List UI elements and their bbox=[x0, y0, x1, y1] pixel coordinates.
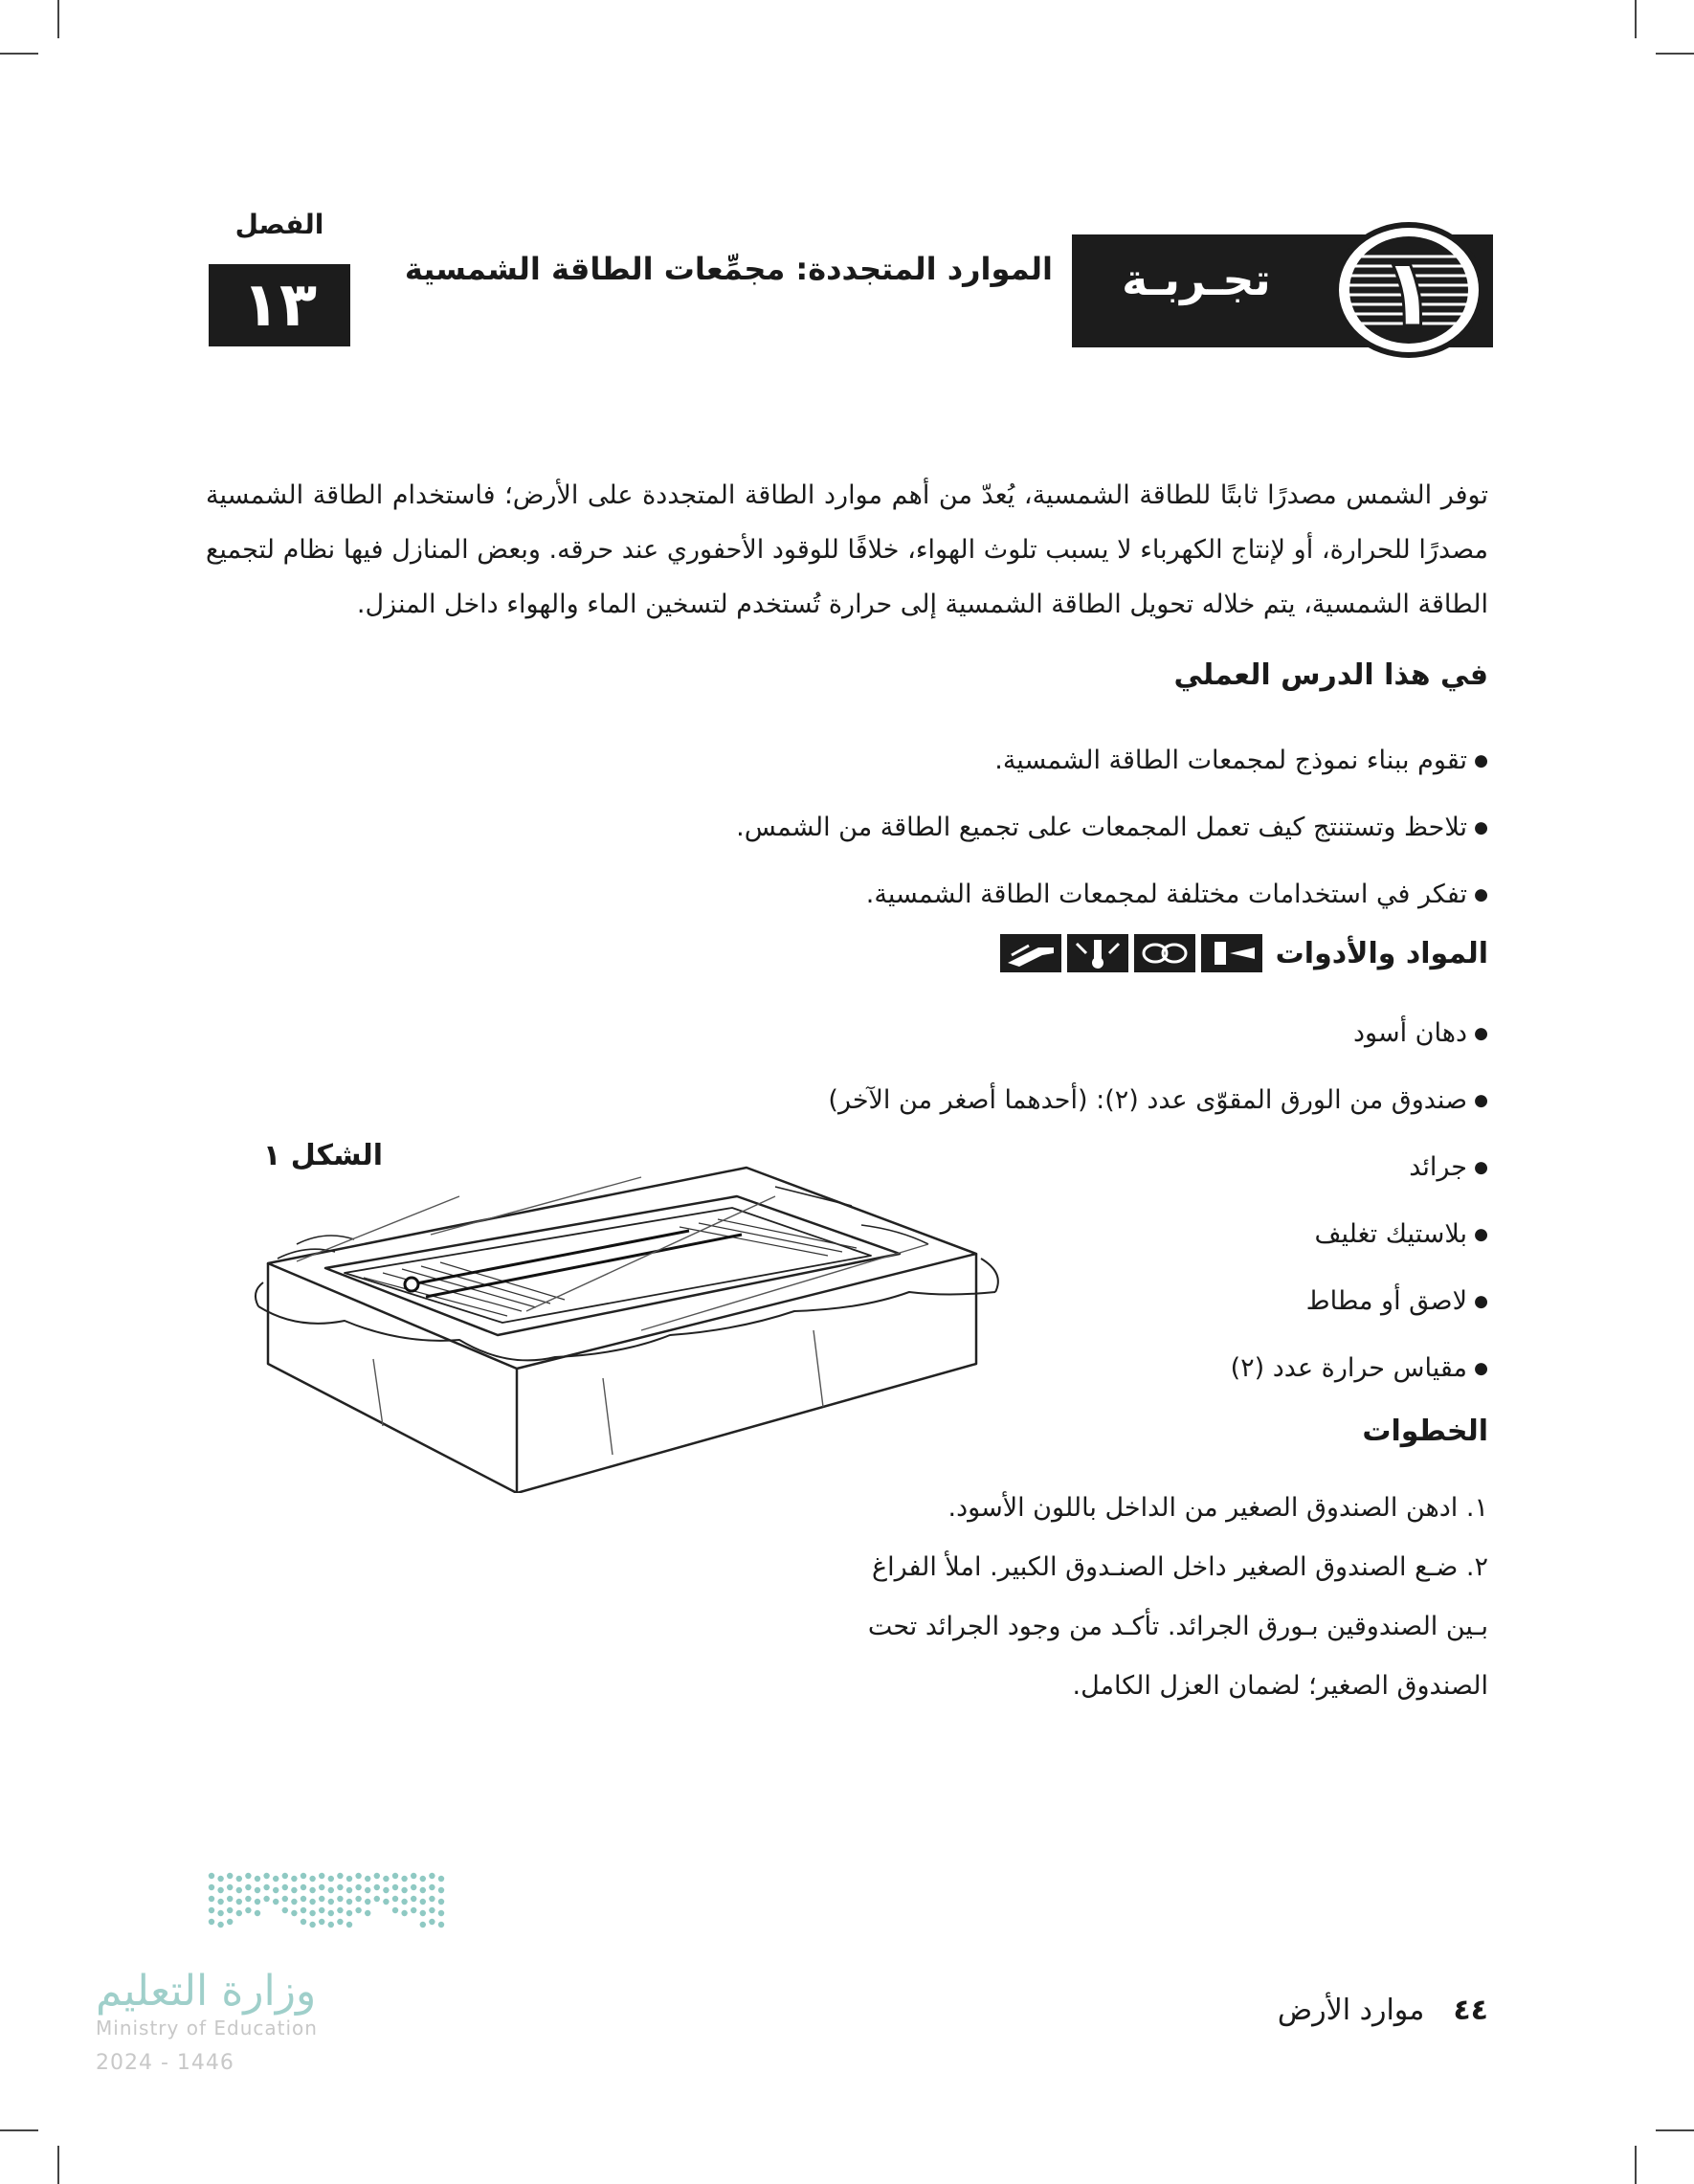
logo-dot bbox=[217, 1876, 223, 1882]
crop-mark bbox=[1635, 0, 1637, 38]
logo-dot bbox=[365, 1910, 370, 1916]
ministry-name-english: Ministry of Education bbox=[96, 2017, 318, 2039]
logo-dot bbox=[392, 1896, 398, 1902]
objectives-list bbox=[435, 727, 1488, 928]
logo-dot bbox=[401, 1910, 407, 1916]
logo-dot bbox=[263, 1873, 269, 1879]
logo-dot bbox=[420, 1899, 426, 1905]
book-title: موارد الأرض bbox=[1277, 1994, 1425, 2027]
logo-dot bbox=[291, 1910, 297, 1916]
logo-dot bbox=[337, 1884, 343, 1890]
logo-dot bbox=[236, 1876, 242, 1882]
logo-dot bbox=[319, 1884, 324, 1890]
logo-dot bbox=[346, 1922, 352, 1928]
logo-dot bbox=[392, 1873, 398, 1879]
crop-mark bbox=[0, 2129, 38, 2131]
chapter-label: الفصل bbox=[234, 209, 324, 240]
logo-dot bbox=[291, 1899, 297, 1905]
logo-dot bbox=[420, 1910, 426, 1916]
logo-dot bbox=[374, 1873, 380, 1879]
logo-dot bbox=[392, 1907, 398, 1913]
logo-dot bbox=[438, 1887, 444, 1893]
logo-dot bbox=[392, 1884, 398, 1890]
logo-dot bbox=[282, 1884, 288, 1890]
logo-dot bbox=[383, 1899, 389, 1905]
goggles-safety-icon bbox=[1134, 934, 1195, 972]
logo-dot bbox=[319, 1896, 324, 1902]
ministry-logo-dots bbox=[206, 1866, 455, 1933]
logo-dot bbox=[217, 1922, 223, 1928]
logo-dot bbox=[420, 1922, 426, 1928]
logo-dot bbox=[301, 1907, 306, 1913]
logo-dot bbox=[365, 1899, 370, 1905]
logo-dot bbox=[346, 1887, 352, 1893]
logo-dot bbox=[236, 1887, 242, 1893]
logo-dot bbox=[355, 1907, 361, 1913]
logo-dot bbox=[309, 1922, 315, 1928]
logo-dot bbox=[328, 1876, 334, 1882]
logo-dot bbox=[346, 1876, 352, 1882]
logo-dot bbox=[429, 1884, 435, 1890]
logo-dot bbox=[227, 1873, 233, 1879]
logo-dot bbox=[355, 1884, 361, 1890]
logo-dot bbox=[263, 1896, 269, 1902]
logo-dot bbox=[209, 1907, 214, 1913]
page-number: ٤٤ bbox=[1453, 1994, 1488, 2027]
logo-dot bbox=[245, 1907, 251, 1913]
logo-dot bbox=[236, 1899, 242, 1905]
logo-dot bbox=[420, 1887, 426, 1893]
logo-dot bbox=[319, 1907, 324, 1913]
list-item: ٢. ضـع الصندوق الصغير داخل الصنـدوق الكبير. املأ الفراغ بـين الصندوقين بـورق الجرائد. تأكـد من وجود الجرائد تحت الصندوق الصغير؛ لضمان العزل الكامل. bbox=[867, 1552, 1488, 1701]
logo-dot bbox=[217, 1910, 223, 1916]
logo-dot bbox=[255, 1887, 260, 1893]
logo-dot bbox=[217, 1899, 223, 1905]
logo-dot bbox=[374, 1896, 380, 1902]
figure-label: الشكل ١ bbox=[263, 1139, 384, 1172]
logo-dot bbox=[337, 1873, 343, 1879]
logo-dot bbox=[255, 1899, 260, 1905]
list-item: ● بلاستيك تغليف bbox=[818, 1201, 1488, 1268]
logo-dot bbox=[309, 1887, 315, 1893]
crop-mark bbox=[57, 0, 59, 38]
list-item: ● تقوم ببناء نموذج لمجمعات الطاقة الشمسية. bbox=[435, 727, 1488, 794]
logo-dot bbox=[374, 1884, 380, 1890]
thermometer-safety-icon bbox=[1067, 934, 1128, 972]
solar-collector-figure bbox=[239, 1139, 1053, 1493]
logo-dot bbox=[411, 1896, 416, 1902]
logo-dot bbox=[346, 1899, 352, 1905]
list-item: ● دهان أسود bbox=[818, 1000, 1488, 1067]
logo-dot bbox=[401, 1876, 407, 1882]
experiment-number-emblem bbox=[1313, 218, 1485, 362]
logo-dot bbox=[438, 1910, 444, 1916]
logo-dot bbox=[227, 1884, 233, 1890]
logo-dot bbox=[309, 1899, 315, 1905]
crop-mark bbox=[57, 2146, 59, 2184]
logo-dot bbox=[328, 1887, 334, 1893]
logo-dot bbox=[263, 1884, 269, 1890]
logo-dot bbox=[291, 1887, 297, 1893]
crop-mark bbox=[0, 53, 38, 55]
logo-dot bbox=[355, 1873, 361, 1879]
logo-dot bbox=[301, 1919, 306, 1925]
logo-dot bbox=[255, 1876, 260, 1882]
list-item: ● تفكر في استخدامات مختلفة لمجمعات الطاقة الشمسية. bbox=[435, 861, 1488, 928]
logo-dot bbox=[429, 1896, 435, 1902]
logo-dot bbox=[355, 1896, 361, 1902]
intro-paragraph: توفر الشمس مصدرًا ثابتًا للطاقة الشمسية، يُعدّ من أهم موارد الطاقة المتجددة على الأرض؛ فاستخدام الطاقة الشمسية مصدرًا للحرارة، أو لإنتاج الكهرباء لا يسبب تلوث الهواء، خلافًا للوقود الأحفوري عند حرقه. وبعض المنازل فيها نظام لتجميع الطاقة الشمسية، يتم خلاله تحويل الطاقة الشمسية إلى حرارة تُستخدم لتسخين الماء والهواء داخل المنزل. bbox=[206, 480, 1488, 619]
logo-dot bbox=[383, 1876, 389, 1882]
logo-dot bbox=[209, 1896, 214, 1902]
list-item: ● مقياس حرارة عدد (٢) bbox=[818, 1335, 1488, 1402]
clothing-safety-icon bbox=[1201, 934, 1262, 972]
logo-dot bbox=[429, 1919, 435, 1925]
crop-mark bbox=[1656, 53, 1694, 55]
logo-dot bbox=[273, 1887, 279, 1893]
logo-dot bbox=[236, 1910, 242, 1916]
logo-dot bbox=[420, 1876, 426, 1882]
logo-dot bbox=[429, 1873, 435, 1879]
logo-dot bbox=[337, 1919, 343, 1925]
logo-dot bbox=[401, 1899, 407, 1905]
list-item: ● لاصق أو مطاط bbox=[818, 1268, 1488, 1335]
list-item: ● تلاحظ وتستنتج كيف تعمل المجمعات على تجميع الطاقة من الشمس. bbox=[435, 794, 1488, 861]
logo-dot bbox=[319, 1873, 324, 1879]
materials-heading: المواد والأدوات bbox=[1275, 936, 1488, 970]
crop-mark bbox=[1635, 2146, 1637, 2184]
logo-dot bbox=[291, 1876, 297, 1882]
logo-dot bbox=[438, 1899, 444, 1905]
logo-dot bbox=[255, 1910, 260, 1916]
lesson-title: الموارد المتجددة: مجمِّعات الطاقة الشمسية bbox=[404, 251, 1053, 287]
logo-dot bbox=[429, 1907, 435, 1913]
logo-dot bbox=[328, 1910, 334, 1916]
chapter-number: ١٣ bbox=[209, 264, 350, 346]
logo-dot bbox=[337, 1907, 343, 1913]
steps-heading: الخطوات bbox=[1362, 1415, 1488, 1448]
logo-dot bbox=[273, 1899, 279, 1905]
logo-dot bbox=[282, 1873, 288, 1879]
logo-dot bbox=[245, 1873, 251, 1879]
logo-dot bbox=[301, 1896, 306, 1902]
logo-dot bbox=[245, 1896, 251, 1902]
list-item: ● جرائد bbox=[818, 1134, 1488, 1201]
logo-dot bbox=[319, 1919, 324, 1925]
logo-dot bbox=[411, 1884, 416, 1890]
logo-dot bbox=[282, 1896, 288, 1902]
logo-dot bbox=[411, 1873, 416, 1879]
logo-dot bbox=[273, 1876, 279, 1882]
logo-dot bbox=[346, 1910, 352, 1916]
hand-safety-icon bbox=[1000, 934, 1061, 972]
list-item: ١. ادهن الصندوق الصغير من الداخل باللون الأسود. bbox=[947, 1493, 1488, 1523]
logo-dot bbox=[209, 1884, 214, 1890]
materials-heading-row bbox=[1000, 934, 1488, 972]
logo-dot bbox=[245, 1884, 251, 1890]
steps-list bbox=[857, 1479, 1488, 1716]
list-item: ● صندوق من الورق المقوّى عدد (٢): (أحدهما أصغر من الآخر) bbox=[818, 1067, 1488, 1134]
logo-dot bbox=[411, 1907, 416, 1913]
logo-dot bbox=[438, 1876, 444, 1882]
experiment-number: ١ bbox=[1379, 236, 1438, 348]
ministry-year: 2024 - 1446 bbox=[96, 2051, 234, 2075]
logo-dot bbox=[301, 1873, 306, 1879]
experiment-word: تجـربـة bbox=[1122, 254, 1271, 305]
logo-dot bbox=[309, 1910, 315, 1916]
page-footer bbox=[1225, 1994, 1488, 2027]
safety-icons bbox=[1000, 934, 1262, 972]
logo-dot bbox=[328, 1922, 334, 1928]
logo-dot bbox=[282, 1907, 288, 1913]
logo-dot bbox=[227, 1907, 233, 1913]
logo-dot bbox=[217, 1887, 223, 1893]
logo-dot bbox=[309, 1876, 315, 1882]
logo-dot bbox=[209, 1873, 214, 1879]
logo-dot bbox=[365, 1876, 370, 1882]
logo-dot bbox=[227, 1919, 233, 1925]
logo-dot bbox=[301, 1884, 306, 1890]
logo-dot bbox=[401, 1887, 407, 1893]
logo-dot bbox=[365, 1887, 370, 1893]
logo-dot bbox=[227, 1896, 233, 1902]
crop-mark bbox=[1656, 2129, 1694, 2131]
ministry-name-arabic: وزارة التعليم bbox=[96, 1967, 317, 2016]
logo-dot bbox=[337, 1896, 343, 1902]
logo-dot bbox=[383, 1887, 389, 1893]
logo-dot bbox=[438, 1922, 444, 1928]
logo-dot bbox=[209, 1919, 214, 1925]
logo-dot bbox=[328, 1899, 334, 1905]
objectives-heading: في هذا الدرس العملي bbox=[1173, 658, 1488, 692]
